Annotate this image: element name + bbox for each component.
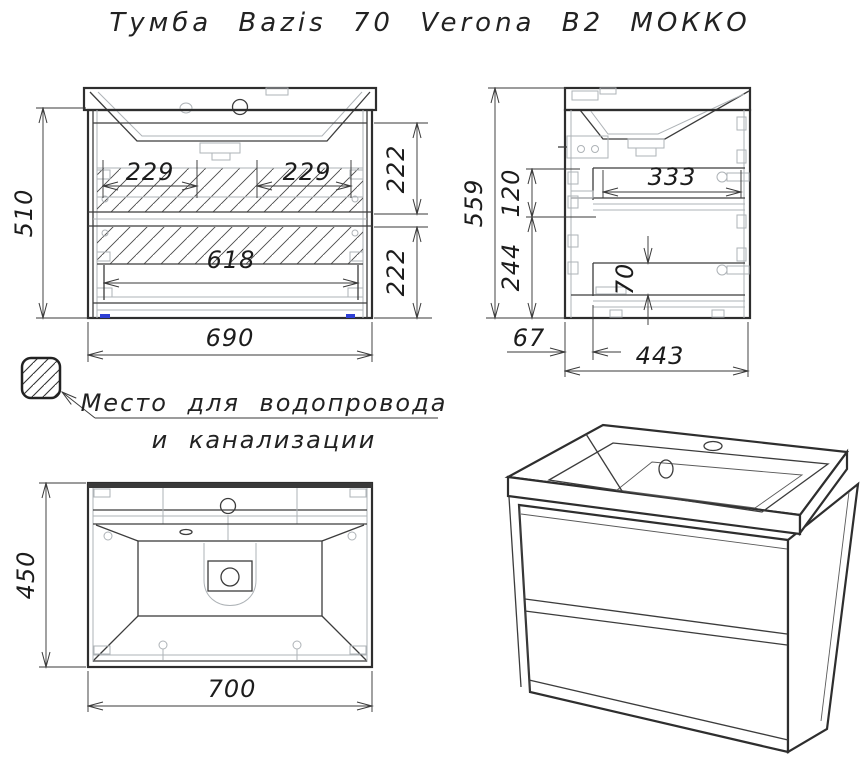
side-view bbox=[460, 88, 750, 377]
dim-side-overall-height: 559 bbox=[460, 178, 488, 228]
dim-side-back-offset: 67 bbox=[512, 324, 546, 352]
dim-front-upper-front: 222 bbox=[382, 144, 410, 194]
dim-front-offset-right: 229 bbox=[282, 158, 332, 186]
drawing-title: Тумба Bazis 70 Verona B2 МОККО bbox=[109, 8, 751, 38]
top-view bbox=[12, 483, 372, 712]
front-view bbox=[10, 88, 432, 362]
front-countertop bbox=[84, 88, 376, 110]
foot-marker-right bbox=[346, 314, 355, 318]
dim-side-drawer-section: 244 bbox=[497, 242, 525, 292]
dim-top-depth: 450 bbox=[12, 550, 40, 600]
dim-front-drawer-opening: 618 bbox=[206, 246, 256, 274]
legend-line1: Место для водопровода bbox=[80, 389, 448, 417]
foot-marker-left bbox=[100, 314, 110, 318]
dim-front-offset-left: 229 bbox=[125, 158, 175, 186]
siphon-box bbox=[567, 136, 608, 158]
hatched-square-icon bbox=[22, 358, 60, 398]
dim-front-lower-front: 222 bbox=[382, 247, 410, 297]
dim-front-overall-height: 510 bbox=[10, 188, 38, 238]
isometric-view bbox=[508, 425, 858, 752]
legend bbox=[22, 358, 447, 454]
dim-side-top-section: 120 bbox=[497, 168, 525, 218]
legend-line2: и канализации bbox=[151, 426, 377, 454]
dim-side-inner-depth: 333 bbox=[647, 163, 697, 191]
dim-side-overall-depth: 443 bbox=[635, 342, 685, 370]
dim-top-width: 700 bbox=[207, 675, 257, 703]
dim-front-overall-width: 690 bbox=[205, 324, 255, 352]
dim-side-bottom-clearance: 70 bbox=[611, 262, 639, 296]
